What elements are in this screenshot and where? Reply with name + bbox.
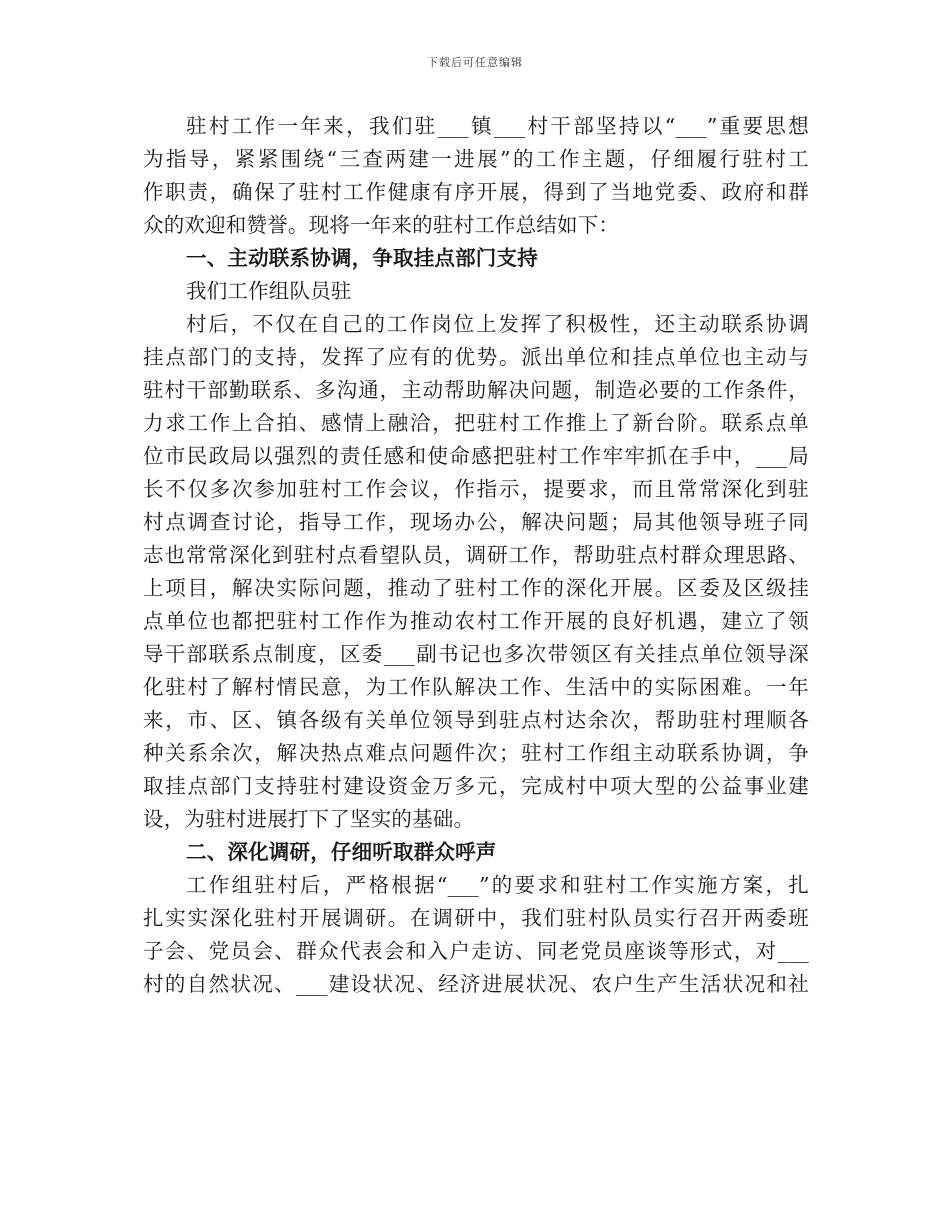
text-line: 挂点部门的支持，发挥了应有的优势。派出单位和挂点单位也主动与	[143, 345, 809, 369]
text-line: 子会、党员会、群众代表会和入户走访、同老党员座谈等形式，对___	[143, 939, 809, 963]
text-line: 我们工作组队员驻	[186, 279, 352, 303]
text-line: 为指导，紧紧围绕“三查两建一进展”的工作主题，仔细履行驻村工	[143, 147, 809, 171]
text-line: 上项目，解决实际问题，推动了驻村工作的深化开展。区委及区级挂	[143, 576, 809, 600]
text-line: 取挂点部门支持驻村建设资金万多元，完成村中项大型的公益事业建	[143, 774, 809, 798]
page-header: 下载后可任意编辑	[427, 56, 523, 69]
text-line: 作职责，确保了驻村工作健康有序开展，得到了当地党委、政府和群	[143, 180, 809, 204]
text-line: 驻村工作一年来，我们驻___镇___村干部坚持以“___”重要思想	[186, 114, 809, 138]
text-line: 设，为驻村进展打下了坚实的基础。	[143, 807, 475, 831]
section-heading-1: 一、主动联系协调，争取挂点部门支持	[186, 246, 538, 270]
text-line: 点单位也都把驻村工作作为推动农村工作开展的良好机遇，建立了领	[143, 609, 809, 633]
text-line: 村的自然状况、___建设状况、经济进展状况、农户生产生活状况和社	[143, 972, 809, 996]
text-line: 种关系余次，解决热点难点问题件次；驻村工作组主动联系协调，争	[143, 741, 809, 765]
text-line: 村后，不仅在自己的工作岗位上发挥了积极性，还主动联系协调	[186, 312, 809, 336]
text-line: 众的欢迎和赞誉。现将一年来的驻村工作总结如下：	[143, 213, 620, 237]
text-line: 长不仅多次参加驻村工作会议，作指示，提要求，而且常常深化到驻	[143, 477, 809, 501]
text-line: 村点调查讨论，指导工作，现场办公，解决问题；局其他领导班子同	[143, 510, 809, 534]
text-line: 来，市、区、镇各级有关单位领导到驻点村达余次，帮助驻村理顺各	[143, 708, 809, 732]
text-line: 化驻村了解村情民意，为工作队解决工作、生活中的实际困难。一年	[143, 675, 809, 699]
document-body	[143, 110, 809, 1001]
text-line: 导干部联系点制度，区委___副书记也多次带领区有关挂点单位领导深	[143, 642, 809, 666]
text-line: 驻村干部勤联系、多沟通，主动帮助解决问题，制造必要的工作条件，	[143, 378, 809, 402]
text-line: 志也常常深化到驻村点看望队员，调研工作，帮助驻点村群众理思路、	[143, 543, 809, 567]
text-line: 力求工作上合拍、感情上融洽，把驻村工作推上了新台阶。联系点单	[143, 411, 809, 435]
text-line: 位市民政局以强烈的责任感和使命感把驻村工作牢牢抓在手中，___局	[143, 444, 809, 468]
section-heading-2: 二、深化调研，仔细听取群众呼声	[186, 840, 497, 864]
text-line: 工作组驻村后，严格根据“___”的要求和驻村工作实施方案，扎	[186, 873, 809, 897]
text-line: 扎实实深化驻村开展调研。在调研中，我们驻村队员实行召开两委班	[143, 906, 809, 930]
